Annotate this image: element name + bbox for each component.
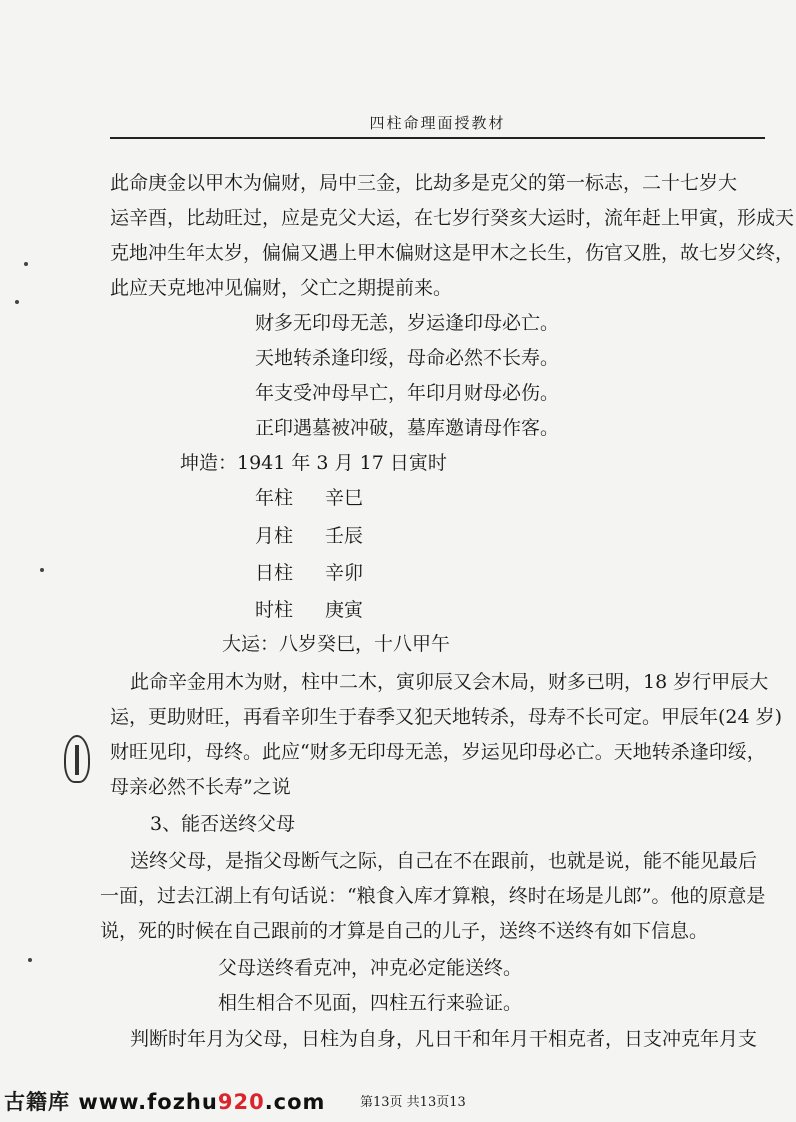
pillar-value: 庚寅 (325, 599, 364, 621)
verse-line: 年支受冲母早亡，年印月财母必伤。 (255, 382, 560, 404)
scan-artifact (64, 735, 90, 783)
logo-www: www.fozhu (78, 1090, 218, 1114)
verse-line: 天地转杀逢印绥，母命必然不长寿。 (255, 347, 560, 369)
paragraph-line: 此命庚金以甲木为偏财，局中三金，比劫多是克父的第一标志，二十七岁大 (110, 172, 738, 194)
logo-number: 920 (217, 1090, 265, 1114)
verse-line: 父母送终看克冲，冲克必定能送终。 (218, 957, 523, 979)
paragraph-line: 运辛酉，比劫旺过，应是克父大运，在七岁行癸亥大运时，流年赶上甲寅，形成天 (110, 207, 795, 229)
paragraph-line: 母亲必然不长寿”之说 (110, 776, 291, 798)
scan-speck (24, 262, 28, 266)
pillar-value: 辛卯 (325, 562, 364, 584)
verse-line: 相生相合不见面，四柱五行来验证。 (218, 992, 523, 1014)
paragraph-line: 送终父母，是指父母断气之际，自己在不在跟前，也就是说，能不能见最后 (130, 850, 758, 872)
pillar-label: 时柱 (255, 599, 294, 621)
pillar-label: 日柱 (255, 562, 294, 584)
site-logo (4, 1086, 325, 1116)
scan-speck (28, 958, 32, 962)
paragraph-line: 运，更助财旺，再看辛卯生于春季又犯天地转杀，母寿不长可定。甲辰年(24 岁) (110, 706, 783, 728)
pillar-value: 辛巳 (325, 487, 364, 509)
logo-tld: .com (264, 1090, 326, 1114)
dayun-line: 大运：八岁癸巳，十八甲午 (222, 633, 451, 655)
page-number: 第13页 共13页13 (360, 1095, 466, 1110)
paragraph-line: 判断时年月为父母，日柱为自身，凡日干和年月干相克者，日支冲克年月支 (130, 1028, 758, 1050)
pillar-label: 年柱 (255, 487, 294, 509)
paragraph-line: 一面，过去江湖上有句话说：“粮食入库才算粮，终时在场是儿郎”。他的原意是 (100, 885, 766, 907)
pillar-value: 壬辰 (325, 525, 364, 547)
scan-speck (15, 300, 19, 304)
header-divider (110, 137, 765, 139)
scan-speck (40, 568, 44, 572)
paragraph-line: 克地冲生年太岁，偏偏又遇上甲木偏财这是甲木之长生，伤官又胜，故七岁父终， (110, 242, 795, 264)
paragraph-line: 此命辛金用木为财，柱中二木，寅卯辰又会木局，财多已明，18 岁行甲辰大 (130, 671, 769, 693)
paragraph-line: 财旺见印，母终。此应“财多无印母无恙，岁运见印母必亡。天地转杀逢印绥， (110, 741, 766, 763)
verse-line: 财多无印母无恙，岁运逢印母必亡。 (255, 312, 560, 334)
section-title: 3、能否送终父母 (150, 813, 296, 835)
page-header: 四柱命理面授教材 (369, 114, 506, 132)
logo-cn: 古籍库 (4, 1090, 70, 1114)
pillar-month (255, 524, 363, 548)
pillar-hour (255, 598, 363, 622)
example-intro: 坤造：1941 年 3 月 17 日寅时 (180, 452, 447, 474)
paragraph-line: 说，死的时候在自己跟前的才算是自己的儿子，送终不送终有如下信息。 (100, 920, 709, 942)
pillar-year (255, 486, 363, 510)
pillar-day (255, 561, 363, 585)
paragraph-line: 此应天克地冲见偏财，父亡之期提前来。 (110, 277, 453, 299)
pillar-label: 月柱 (255, 525, 294, 547)
verse-line: 正印遇墓被冲破，墓库邀请母作客。 (255, 417, 560, 439)
